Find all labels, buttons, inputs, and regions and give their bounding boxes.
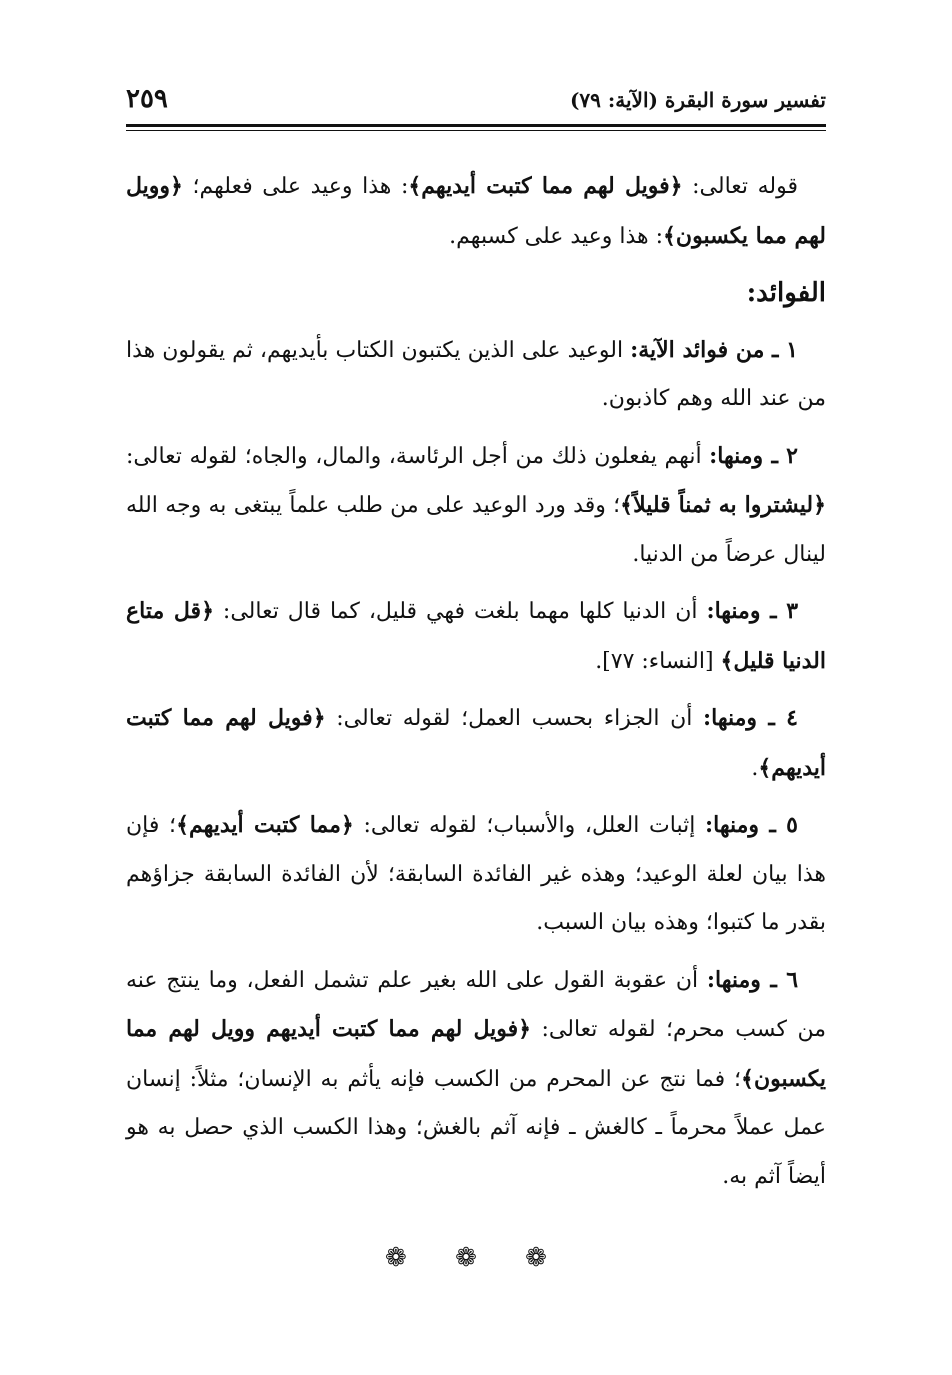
page-number: ٢٥٩ xyxy=(126,84,168,114)
benefit-quote: ﴿مما كتبت أيديهم﴾ xyxy=(176,812,354,838)
intro-quote-1: ﴿فويل لهم مما كتبت أيديهم﴾ xyxy=(408,173,683,199)
benefit-quote: ﴿ليشتروا به ثمناً قليلاً﴾ xyxy=(620,492,826,518)
benefit-text: [النساء: ٧٧]. xyxy=(595,648,721,674)
benefit-lead: ٤ ـ ومنها: xyxy=(703,705,798,731)
header-rule-thick xyxy=(126,124,826,127)
benefit-quote: ﴿فويل لهم مما كتبت أيديهم وويل لهم مما يكسبون﴾ xyxy=(126,1016,826,1092)
header-rule-thin xyxy=(126,130,826,131)
intro-text-1: قوله تعالى: xyxy=(682,174,798,199)
benefit-lead: ١ ـ من فوائد الآية: xyxy=(630,336,798,363)
benefit-quote: ﴿فويل لهم مما كتبت أيديهم﴾ xyxy=(126,705,826,781)
intro-paragraph xyxy=(126,162,826,261)
benefit-lead: ٦ ـ ومنها: xyxy=(706,966,799,993)
benefit-item-4 xyxy=(126,694,826,793)
benefit-text: . xyxy=(751,755,759,781)
benefit-text: أن الجزاء بحسب العمل؛ لقوله تعالى: xyxy=(325,706,704,731)
benefit-item-1 xyxy=(126,326,826,424)
benefit-lead: ٣ ـ ومنها: xyxy=(706,598,799,624)
benefit-text: أن عقوبة القول على الله بغير علم تشمل الفعل، وما ينتج عنه من كسب محرم؛ لقوله تعالى: xyxy=(126,967,826,1042)
benefit-text: ؛ وقد ورد الوعيد على من طلب علماً يبتغى به وجه الله لينال عرضاً من الدنيا. xyxy=(126,493,826,567)
benefit-item-5 xyxy=(126,801,826,948)
benefit-item-3 xyxy=(126,587,826,686)
running-title: تفسير سورة البقرة (الآية: ٧٩) xyxy=(569,88,826,112)
benefit-lead: ٢ ـ ومنها: xyxy=(709,442,798,469)
benefit-text: ؛ فما نتج عن المحرم من الكسب فإنه يأثم به الإنسان؛ مثلاً: إنسان عمل عملاً محرماً ـ كالغش ـ فإنه آثم بالغش؛ وهذا الكسب الذي حصل به هو أيضاً آثم به. xyxy=(126,1066,826,1189)
benefit-item-2 xyxy=(126,432,826,580)
benefit-text: أن الدنيا كلها مهما بلغت فهي قليل، كما قال تعالى: xyxy=(213,599,707,624)
section-end-ornament: ❁ ❁ ❁ xyxy=(385,1243,567,1273)
benefit-text: ؛ فإن هذا بيان لعلة الوعيد؛ وهذه غير الفائدة السابقة؛ لأن الفائدة السابقة جزاؤهم بقدر ما كتبوا؛ وهذه بيان السبب. xyxy=(126,813,826,935)
benefit-text: إثبات العلل، والأسباب؛ لقوله تعالى: xyxy=(353,813,706,838)
benefit-item-6 xyxy=(126,956,826,1202)
intro-text-2: : هذا وعيد على فعلهم؛ xyxy=(182,174,409,199)
page-header xyxy=(126,86,826,118)
benefit-quote: ﴿قل متاع الدنيا قليل﴾ xyxy=(126,598,826,674)
benefit-text: الوعيد على الذين يكتبون الكتاب بأيديهم، ثم يقولون هذا من عند الله وهم كاذبون. xyxy=(126,337,826,411)
benefits-heading: الفوائد: xyxy=(746,278,826,308)
benefit-lead: ٥ ـ ومنها: xyxy=(705,812,798,838)
page-body xyxy=(126,162,826,1209)
intro-quote-2: ﴿وويل لهم مما يكسبون﴾ xyxy=(126,173,826,249)
benefit-text: أنهم يفعلون ذلك من أجل الرئاسة، والمال، والجاه؛ لقوله تعالى: xyxy=(126,443,710,469)
intro-text-3: : هذا وعيد على كسبهم. xyxy=(449,223,664,249)
